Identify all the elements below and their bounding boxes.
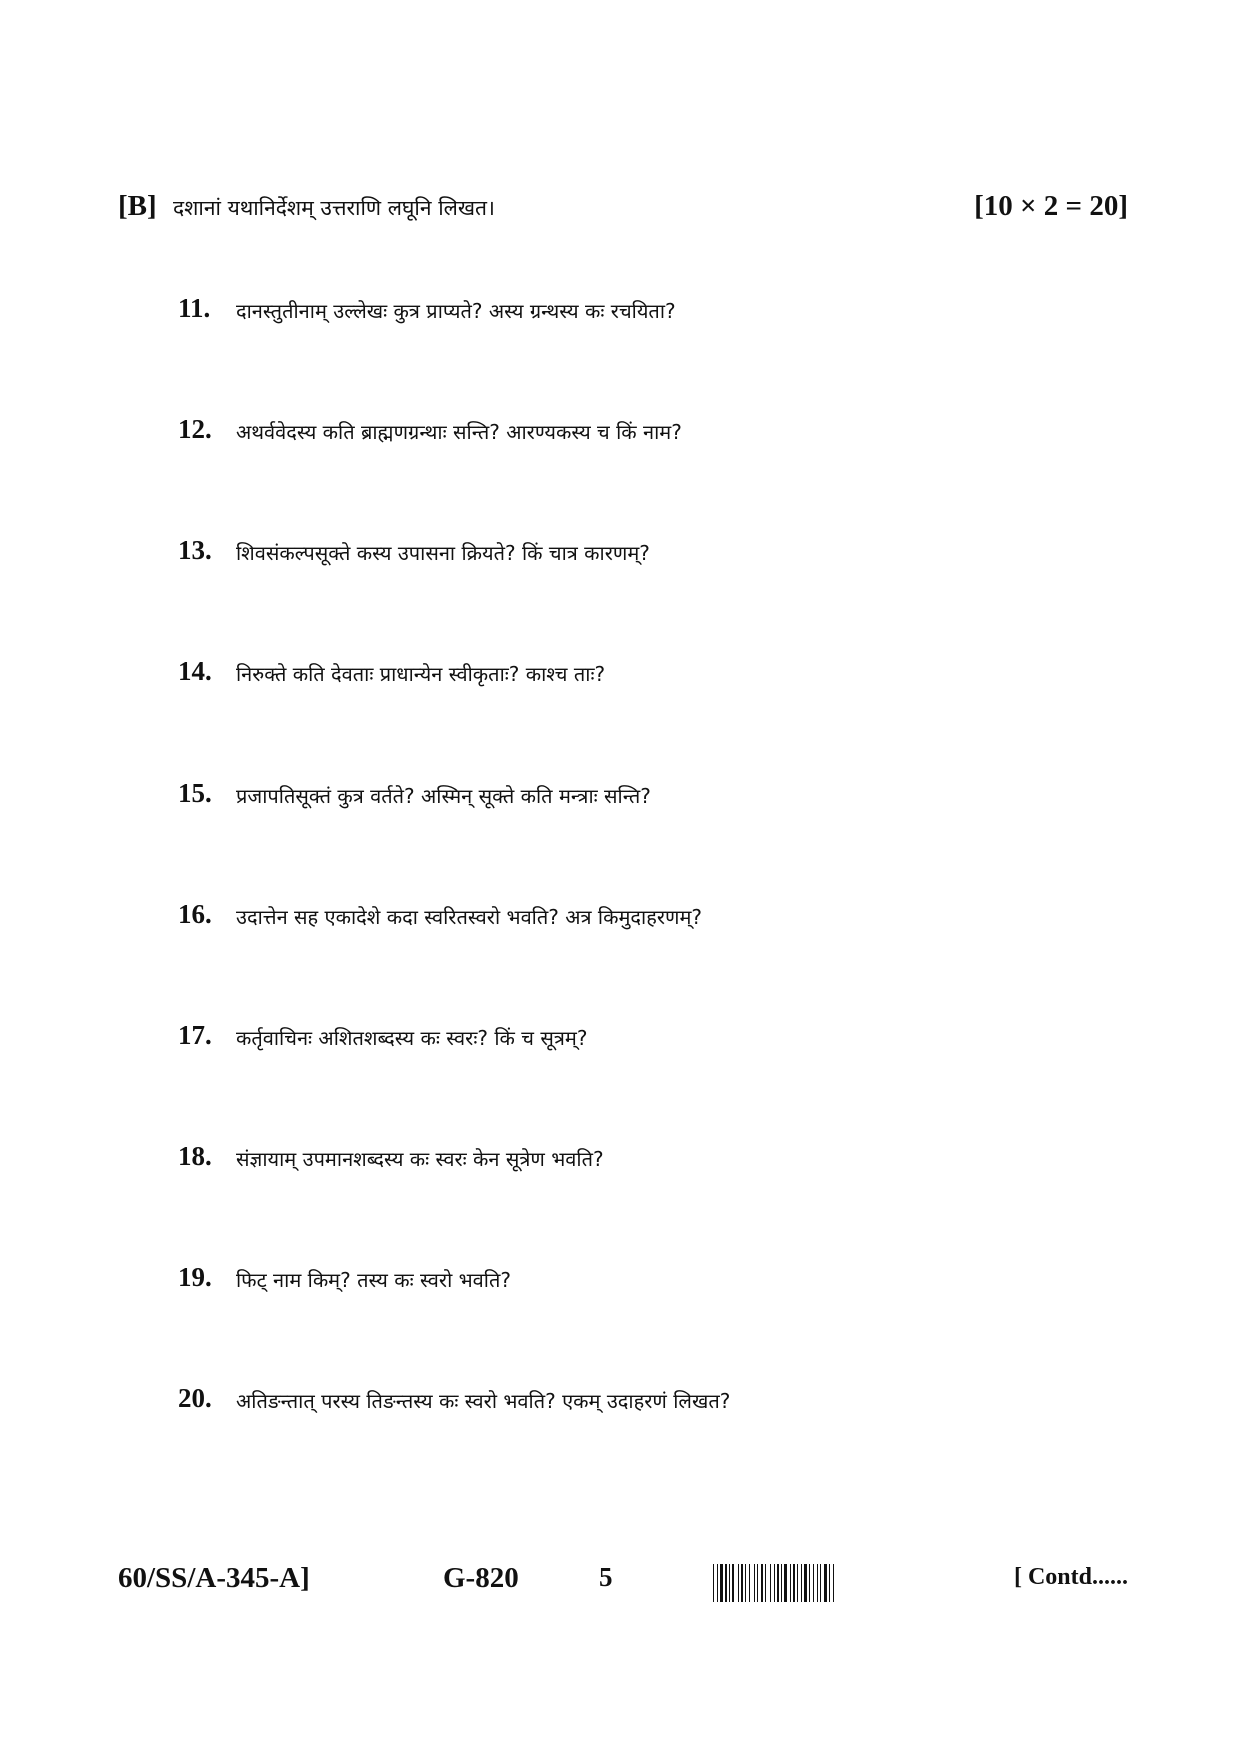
question-text: अतिङन्तात् परस्य तिङन्तस्य कः स्वरो भवति? एकम् उदाहरणं लिखत? bbox=[236, 1389, 731, 1413]
question-text: फिट् नाम किम्? तस्य कः स्वरो भवति? bbox=[236, 1268, 511, 1292]
question-text: निरुक्ते कति देवताः प्राधान्येन स्वीकृताः? काश्च ताः? bbox=[236, 662, 606, 686]
question-text: संज्ञायाम् उपमानशब्दस्य कः स्वरः केन सूत्रेण भवति? bbox=[236, 1147, 604, 1171]
section-instruction: दशानां यथानिर्देशम् उत्तराणि लघूनि लिखत। bbox=[173, 196, 495, 220]
question-text: अथर्ववेदस्य कति ब्राह्मणग्रन्थाः सन्ति? आरण्यकस्य च किं नाम? bbox=[236, 420, 682, 444]
section-header bbox=[118, 190, 1128, 230]
question-number: 15. bbox=[178, 778, 212, 808]
paper-code: 60/SS/A-345-A] bbox=[118, 1562, 310, 1594]
question-number: 18. bbox=[178, 1141, 212, 1171]
question-12 bbox=[178, 414, 1078, 454]
question-16 bbox=[178, 899, 1078, 939]
section-label: [B] bbox=[118, 190, 157, 222]
question-20 bbox=[178, 1383, 1078, 1423]
question-text: दानस्तुतीनाम् उल्लेखः कुत्र प्राप्यते? अस्य ग्रन्थस्य कः रचयिता? bbox=[236, 299, 676, 323]
question-13 bbox=[178, 535, 1078, 575]
question-17 bbox=[178, 1020, 1078, 1060]
section-marks: [10 × 2 = 20] bbox=[974, 190, 1128, 222]
page-number: 5 bbox=[599, 1562, 613, 1592]
question-11 bbox=[178, 293, 1078, 333]
question-text: प्रजापतिसूक्तं कुत्र वर्तते? अस्मिन् सूक्ते कति मन्त्राः सन्ति? bbox=[236, 784, 651, 808]
question-number: 17. bbox=[178, 1020, 212, 1050]
question-number: 14. bbox=[178, 656, 212, 686]
barcode bbox=[713, 1564, 949, 1602]
question-number: 19. bbox=[178, 1262, 212, 1292]
continued-label: [ Contd...... bbox=[1013, 1564, 1128, 1590]
question-text: कर्तृवाचिनः अशितशब्दस्य कः स्वरः? किं च सूत्रम्? bbox=[236, 1026, 588, 1050]
question-number: 16. bbox=[178, 899, 212, 929]
question-number: 20. bbox=[178, 1383, 212, 1413]
question-number: 11. bbox=[178, 293, 211, 323]
question-19 bbox=[178, 1262, 1078, 1302]
question-number: 12. bbox=[178, 414, 212, 444]
question-14 bbox=[178, 656, 1078, 696]
question-number: 13. bbox=[178, 535, 212, 565]
question-text: शिवसंकल्पसूक्ते कस्य उपासना क्रियते? किं चात्र कारणम्? bbox=[236, 541, 650, 565]
question-18 bbox=[178, 1141, 1078, 1181]
question-text: उदात्तेन सह एकादेशे कदा स्वरितस्वरो भवति? अत्र किमुदाहरणम्? bbox=[236, 905, 703, 929]
series-code: G-820 bbox=[443, 1562, 519, 1594]
page-footer bbox=[118, 1562, 1128, 1612]
question-15 bbox=[178, 778, 1078, 818]
